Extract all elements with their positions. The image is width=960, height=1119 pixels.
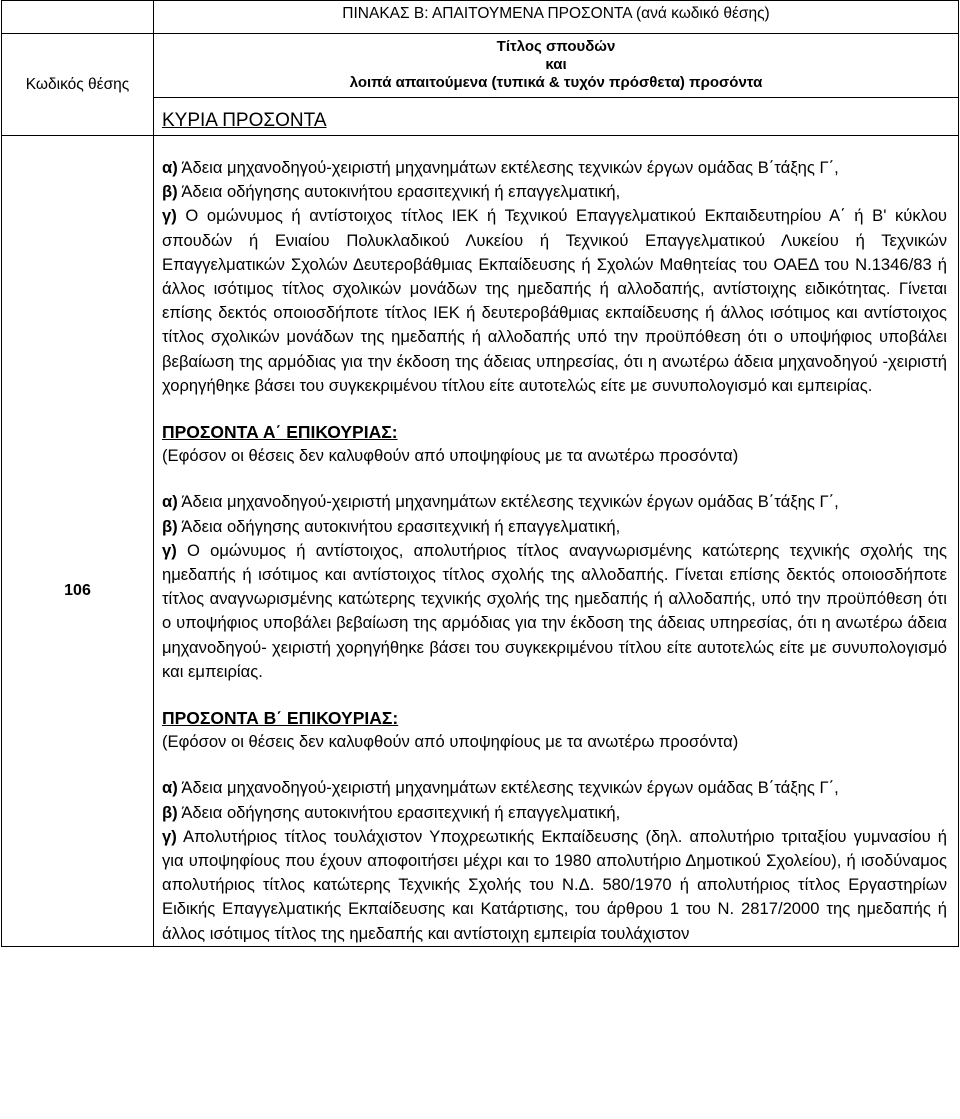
aux-a-note: (Εφόσον οι θέσεις δεν καλυφθούν από υποψηφίους με τα ανωτέρω προσόντα) <box>162 446 739 466</box>
aux-a-item-b: β) Άδεια οδήγησης αυτοκινήτου ερασιτεχνική ή επαγγελματική, <box>162 516 621 536</box>
item-label: γ) <box>162 826 177 846</box>
title-left-cell <box>2 1 154 34</box>
item-label: α) <box>162 158 178 177</box>
position-code: 106 <box>2 136 154 947</box>
aux-b-item-a: α) Άδεια μηχανοδηγού-χειριστή μηχανημάτων εκτέλεσης τεχνικών έργων ομάδας Β΄τάξης Γ΄, <box>162 778 839 798</box>
item-label: α) <box>162 778 178 798</box>
qualifications-cell <box>154 136 959 947</box>
table-title-row <box>2 1 959 34</box>
aux-a-heading: ΠΡΟΣΟΝΤΑ Α΄ ΕΠΙΚΟΥΡΙΑΣ: <box>162 422 398 443</box>
item-label: β) <box>162 802 178 822</box>
column-header-qualifications <box>154 34 959 98</box>
aux-b-heading: ΠΡΟΣΟΝΤΑ Β΄ ΕΠΙΚΟΥΡΙΑΣ: <box>162 708 399 729</box>
column-header-line2: και <box>545 56 567 73</box>
aux-b-note: (Εφόσον οι θέσεις δεν καλυφθούν από υποψηφίους με τα ανωτέρω προσόντα) <box>162 732 739 752</box>
aux-b-item-c: γ) Απολυτήριος τίτλος τουλάχιστον Υποχρεωτικής Εκπαίδευσης (δηλ. απολυτήριο τριταξίου γυμνασίου ή για υποψηφίους που έχουν αποφοιτήσει μέχρι και το 1980 απολυτήριο Δημοτικού Σχολείου), ή ισοδύναμος απολυτήριος τίτλος κατώτερης Τεχνικής Σχολής του Ν.Δ. 580/1970 ή απολυτήριος τίτλος Εργαστηρίων Ειδικής Επαγγελματικής Εκπαίδευσης και Κατάρτισης, του άρθρου 1 του Ν. 2817/2000 της ημεδαπής ή άλλος ισότιμος τίτλος της ημεδαπής και αντίστοιχη εμπειρία τουλάχιστον <box>162 826 947 943</box>
item-label: γ) <box>162 206 177 226</box>
item-label: β) <box>162 516 178 536</box>
requirements-table <box>1 0 959 947</box>
column-header-line1: Τίτλος σπουδών <box>496 38 616 55</box>
aux-a-item-c: γ) Ο ομώνυμος ή αντίστοιχος, απολυτήριος τίτλος αναγνωρισμένης κατώτερης τεχνικής σχολής της ημεδαπής ή ισότιμος και αντίστοιχος τίτλος σχολής της αλλοδαπής. Γίνεται επίσης δεκτός οποιοσδήποτε τίτλος αναγνωρισμένης κατώτερης τεχνικής σχολής της ημεδαπής ή αλλοδαπής, υπό την προϋπόθεση ότι ο υποψήφιος υποβάλει βεβαίωση της αρμόδιας για την έκδοση της άδειας υπηρεσίας, ότι η ανωτέρω άδεια μηχανοδηγού- χειριστή χορηγήθηκε βάσει του συγκεκριμένου τίτλου είτε αυτοτελώς είτε με συνυπολογισμό και εμπειρίας. <box>162 540 947 681</box>
item-label: β) <box>162 182 178 202</box>
item-label: γ) <box>162 540 177 560</box>
main-item-a: α) Άδεια μηχανοδηγού-χειριστή μηχανημάτων εκτέλεσης τεχνικών έργων ομάδας Β΄τάξης Γ΄, <box>162 158 839 177</box>
main-item-c: γ) Ο ομώνυμος ή αντίστοιχος τίτλος ΙΕΚ ή Τεχνικού Επαγγελματικού Εκπαιδευτηρίου Α΄ ή Β' κύκλου σπουδών ή Ενιαίου Πολυκλαδικού Λυκείου ή Τεχνικού Επαγγελματικού Λυκείου ή Τεχνικών Επαγγελματικών Σχολών Δευτεροβάθμιας Εκπαίδευσης ή Σχολών Μαθητείας του ΟΑΕΔ του Ν.1346/83 ή άλλος ισότιμος τίτλος σχολικών μονάδων της ημεδαπής ή αλλοδαπής, αντίστοιχης ειδικότητας. Γίνεται επίσης δεκτός οποιοσδήποτε τίτλος ΙΕΚ ή δευτεροβάθμιας εκπαίδευσης ή άλλος ισότιμος και αντίστοιχος τίτλος σχολικών μονάδων της ημεδαπής ή αλλοδαπής υπό την προϋπόθεση ότι ο υποψήφιος υποβάλει βεβαίωση της αρμόδιας για την έκδοση της άδειας υπηρεσίας, ότι η ανωτέρω άδεια μηχανοδηγού -χειριστή χορηγήθηκε βάσει του συγκεκριμένου τίτλου είτε αυτοτελώς είτε με συνυπολογισμό και εμπειρίας. <box>162 206 947 395</box>
main-item-b: β) Άδεια οδήγησης αυτοκινήτου ερασιτεχνική ή επαγγελματική, <box>162 182 621 202</box>
position-row <box>2 136 959 947</box>
column-header-code: Κωδικός θέσης <box>2 34 154 136</box>
aux-b-item-b: β) Άδεια οδήγησης αυτοκινήτου ερασιτεχνική ή επαγγελματική, <box>162 802 621 822</box>
column-header-line3: λοιπά απαιτούμενα (τυπικά & τυχόν πρόσθετα) προσόντα <box>349 74 763 91</box>
column-header-row <box>2 34 959 98</box>
aux-a-item-a: α) Άδεια μηχανοδηγού-χειριστή μηχανημάτων εκτέλεσης τεχνικών έργων ομάδας Β΄τάξης Γ΄, <box>162 492 839 512</box>
table-title: ΠΙΝΑΚΑΣ Β: ΑΠΑΙΤΟΥΜΕΝΑ ΠΡΟΣΟΝΤΑ (ανά κωδικό θέσης) <box>154 1 959 34</box>
main-qualifications-heading: ΚΥΡΙΑ ΠΡΟΣΟΝΤΑ <box>154 98 959 136</box>
item-label: α) <box>162 492 178 512</box>
